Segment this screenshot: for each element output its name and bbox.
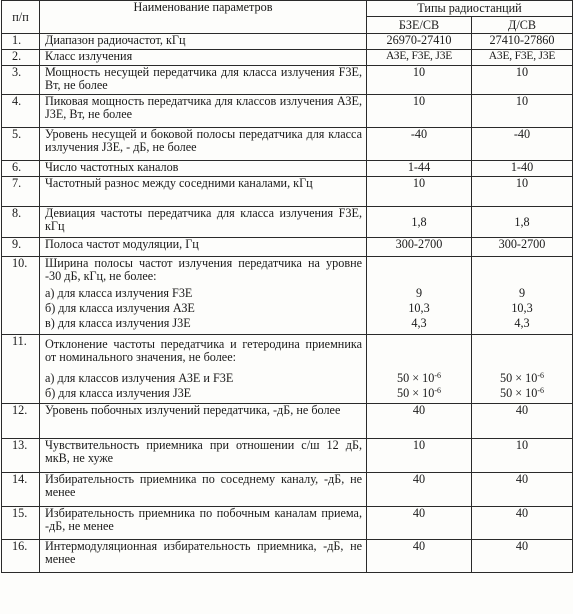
row-value-d: 40: [472, 540, 573, 573]
row-parameter: Отклонение частоты передатчика и гетеродина приемника от номинального значения, не более:: [40, 335, 367, 372]
table-row: [2, 439, 573, 473]
table-subrow: [2, 387, 573, 404]
row-value-d: [472, 257, 573, 287]
row-parameter: Избирательность приемника по побочным каналам приема, -дБ, не менее: [40, 507, 367, 540]
value-exponent: -6: [434, 385, 441, 395]
subrow-value-d: [472, 372, 573, 387]
header-col-d: Д/СВ: [472, 17, 573, 34]
subrow-value-d: [472, 387, 573, 404]
row-value-bze: -40: [367, 128, 472, 161]
table-row: [2, 540, 573, 573]
value-exponent: -6: [537, 385, 544, 395]
row-value-d: 300-2700: [472, 238, 573, 257]
row-value-bze: 10: [367, 95, 472, 128]
row-number: 11.: [2, 335, 40, 404]
row-number: 3.: [2, 66, 40, 95]
row-value-bze: 1-44: [367, 161, 472, 177]
row-value-d: -40: [472, 128, 573, 161]
row-parameter: Частотный разнос между соседними каналами, кГц: [40, 177, 367, 207]
row-value-bze: 10: [367, 66, 472, 95]
row-parameter: Избирательность приемника по соседнему каналу, -дБ, не менее: [40, 473, 367, 507]
row-number: 6.: [2, 161, 40, 177]
subrow-parameter: а) для класса излучения F3E: [40, 287, 367, 302]
table-row: [2, 238, 573, 257]
value-base: 50 × 10: [499, 385, 538, 400]
table-row: [2, 507, 573, 540]
subrow-value-d: 10,3: [472, 302, 573, 317]
subrow-parameter: в) для класса излучения J3E: [40, 317, 367, 335]
row-value-bze: 40: [367, 404, 472, 439]
table-row: [2, 404, 573, 439]
subrow-value-bze: [367, 387, 472, 404]
row-parameter: Число частотных каналов: [40, 161, 367, 177]
subrow-parameter: б) для класса излучения АЗЕ: [40, 302, 367, 317]
table-subrow: [2, 287, 573, 302]
subrow-value-bze: 9: [367, 287, 472, 302]
parameters-table: [1, 0, 573, 573]
value-exponent: -6: [537, 370, 544, 380]
row-value-bze: АЗЕ, F3E, J3E: [367, 50, 472, 66]
row-number: 10.: [2, 257, 40, 335]
row-number: 1.: [2, 34, 40, 50]
row-value-d: 40: [472, 507, 573, 540]
table-row: [2, 95, 573, 128]
row-value-bze: 10: [367, 177, 472, 207]
row-parameter: Мощность несущей передатчика для класса излучения F3E, Вт, не более: [40, 66, 367, 95]
row-value-bze: [367, 335, 472, 372]
row-value-d: 10: [472, 66, 573, 95]
subrow-value-bze: 10,3: [367, 302, 472, 317]
subrow-value-d: 9: [472, 287, 573, 302]
row-value-d: 10: [472, 177, 573, 207]
table-subrow: [2, 302, 573, 317]
row-number: 16.: [2, 540, 40, 573]
row-number: 5.: [2, 128, 40, 161]
row-parameter: Интермодуляционная избирательность приемника, -дБ, не менее: [40, 540, 367, 573]
subrow-value-d: 4,3: [472, 317, 573, 335]
value-base: 50 × 10: [499, 370, 538, 385]
row-number: 7.: [2, 177, 40, 207]
row-number: 14.: [2, 473, 40, 507]
row-value-d: 1-40: [472, 161, 573, 177]
subrow-parameter: а) для классов излучения АЗЕ и F3E: [40, 372, 367, 387]
row-value-bze: 40: [367, 540, 472, 573]
table-row: [2, 473, 573, 507]
value-base: 50 × 10: [396, 370, 435, 385]
row-value-d: 10: [472, 439, 573, 473]
header-parameter-name: Наименование параметров: [40, 1, 367, 34]
row-parameter: Пиковая мощность передатчика для классов излучения АЗЕ, J3E, Вт, не более: [40, 95, 367, 128]
row-parameter: Полоса частот модуляции, Гц: [40, 238, 367, 257]
row-number: 8.: [2, 207, 40, 238]
row-parameter: Диапазон радиочастот, кГц: [40, 34, 367, 50]
row-parameter: Чувствительность приемника при отношении с/ш 12 дБ, мкВ, не хуже: [40, 439, 367, 473]
row-value-bze: 300-2700: [367, 238, 472, 257]
subrow-parameter: б) для класса излучения J3E: [40, 387, 367, 404]
row-value-bze: 10: [367, 439, 472, 473]
row-number: 4.: [2, 95, 40, 128]
value-base: 50 × 10: [396, 385, 435, 400]
table-subrow: [2, 372, 573, 387]
row-value-bze: [367, 257, 472, 287]
table-row: [2, 128, 573, 161]
row-value-bze: 40: [367, 507, 472, 540]
table-row: [2, 161, 573, 177]
table-row: [2, 257, 573, 287]
row-value-d: 40: [472, 473, 573, 507]
row-value-d: 1,8: [472, 207, 573, 238]
header-number: п/п: [2, 1, 40, 34]
table-row: [2, 50, 573, 66]
table-subrow: [2, 317, 573, 335]
row-value-d: 40: [472, 404, 573, 439]
row-number: 13.: [2, 439, 40, 473]
table-row: [2, 335, 573, 372]
subrow-value-bze: [367, 372, 472, 387]
row-number: 12.: [2, 404, 40, 439]
header-row: [2, 1, 573, 17]
row-parameter: Ширина полосы частот излучения передатчика на уровне -30 дБ, кГц, не более:: [40, 257, 367, 287]
row-number: 2.: [2, 50, 40, 66]
value-exponent: -6: [434, 370, 441, 380]
subrow-value-bze: 4,3: [367, 317, 472, 335]
row-value-bze: 1,8: [367, 207, 472, 238]
header-station-types: Типы радиостанций: [367, 1, 573, 17]
table-row: [2, 66, 573, 95]
row-parameter: Уровень несущей и боковой полосы передатчика для класса излучения J3E, - дБ, не более: [40, 128, 367, 161]
row-value-bze: 40: [367, 473, 472, 507]
row-number: 9.: [2, 238, 40, 257]
table-row: [2, 207, 573, 238]
row-value-d: 10: [472, 95, 573, 128]
row-parameter: Уровень побочных излучений передатчика, -дБ, не более: [40, 404, 367, 439]
row-value-d: 27410-27860: [472, 34, 573, 50]
table-row: [2, 34, 573, 50]
row-parameter: Девиация частоты передатчика для класса излучения F3E, кГц: [40, 207, 367, 238]
row-number: 15.: [2, 507, 40, 540]
row-value-d: A3E, F3E, J3E: [472, 50, 573, 66]
row-value-d: [472, 335, 573, 372]
header-col-bze: БЗЕ/СВ: [367, 17, 472, 34]
table-row: [2, 177, 573, 207]
row-parameter: Класс излучения: [40, 50, 367, 66]
row-value-bze: 26970-27410: [367, 34, 472, 50]
